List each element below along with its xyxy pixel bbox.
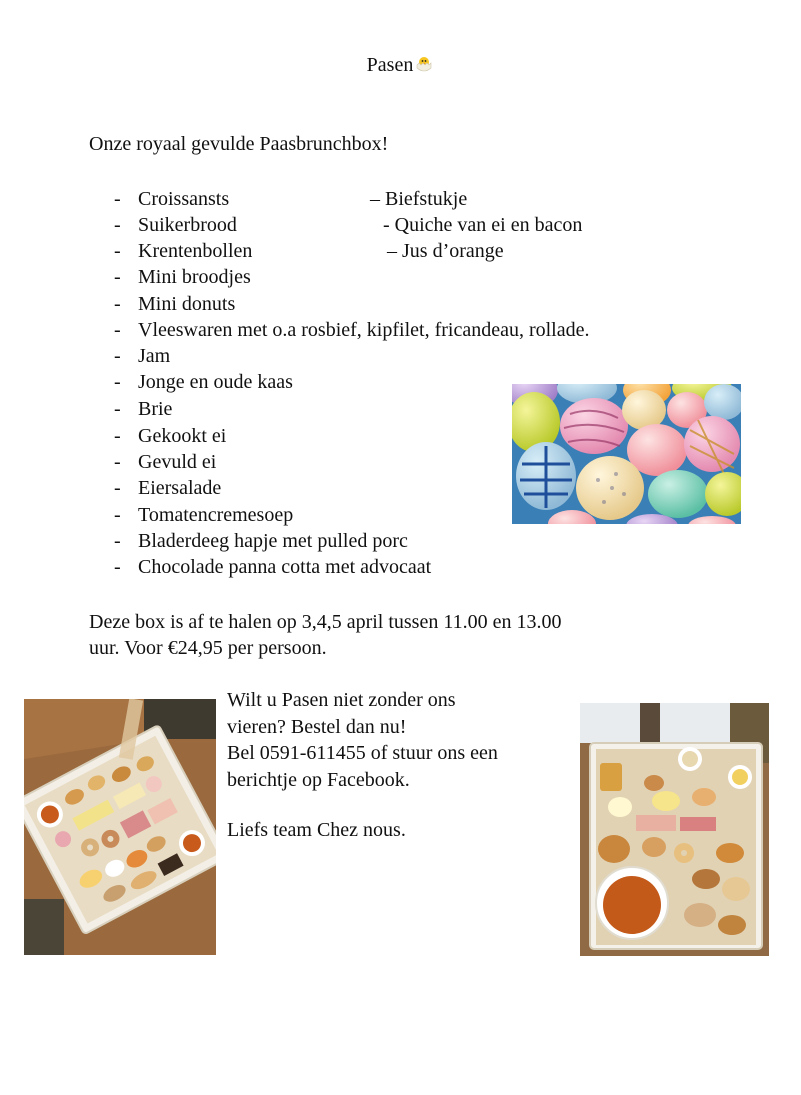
list-item: - Croissansts: [114, 188, 230, 210]
list-item: - Chocolade panna cotta met advocaat: [114, 556, 432, 578]
bullet-marker: -: [114, 371, 121, 393]
list-item: - Krentenbollen: [114, 240, 253, 262]
bullet-marker: -: [114, 477, 121, 499]
list-item: - Brie: [114, 398, 173, 420]
order-info: [227, 687, 577, 793]
bullet-marker: -: [114, 504, 121, 526]
list-item: – Jus d’orange: [387, 240, 504, 262]
bullet-marker: -: [114, 556, 121, 578]
bullet-marker: -: [114, 188, 121, 210]
bullet-marker: -: [114, 530, 121, 552]
pickup-info: [89, 609, 729, 661]
brunch-box-photo-right: [580, 703, 769, 956]
hatching-chick-icon: [414, 55, 434, 73]
easter-eggs-photo: [512, 384, 741, 524]
list-item: - Quiche van ei en bacon: [383, 214, 583, 236]
list-item: - Jam: [114, 345, 171, 367]
bullet-marker: -: [114, 451, 121, 473]
list-item: - Tomatencremesoep: [114, 504, 294, 526]
list-item: - Mini donuts: [114, 293, 236, 315]
list-item: - Suikerbrood: [114, 214, 237, 236]
bullet-marker: -: [114, 425, 121, 447]
bullet-marker: -: [114, 319, 121, 341]
list-item: - Mini broodjes: [114, 266, 251, 288]
list-item: - Bladerdeeg hapje met pulled porc: [114, 530, 408, 552]
order-line: Bel 0591-611455 of stuur ons een: [227, 742, 498, 764]
bullet-marker: -: [114, 240, 121, 262]
list-item: - Vleeswaren met o.a rosbief, kipfilet, fricandeau, rollade.: [114, 319, 590, 341]
bullet-marker: -: [114, 293, 121, 315]
pickup-line: Deze box is af te halen op 3,4,5 april tussen 11.00 en 13.00: [89, 611, 562, 633]
brunch-box-photo-left: [24, 699, 216, 955]
order-line: vieren? Bestel dan nu!: [227, 715, 407, 738]
sign-off: Liefs team Chez nous.: [227, 819, 406, 841]
list-item: - Gevuld ei: [114, 451, 217, 473]
list-item: - Gekookt ei: [114, 425, 227, 447]
pickup-line: uur. Voor €24,95 per persoon.: [89, 637, 327, 659]
bullet-marker: -: [114, 266, 121, 288]
title-text: Pasen: [366, 54, 414, 76]
list-item: – Biefstukje: [370, 188, 468, 210]
list-item: - Eiersalade: [114, 477, 222, 499]
intro-heading: Onze royaal gevulde Paasbrunchbox!: [89, 133, 389, 155]
order-line: berichtje op Facebook.: [227, 768, 410, 791]
list-item: - Jonge en oude kaas: [114, 371, 293, 393]
order-line: Wilt u Pasen niet zonder ons: [227, 689, 456, 711]
bullet-marker: -: [114, 345, 121, 367]
page-title: [0, 54, 801, 77]
bullet-marker: -: [114, 214, 121, 236]
bullet-marker: -: [114, 398, 121, 420]
